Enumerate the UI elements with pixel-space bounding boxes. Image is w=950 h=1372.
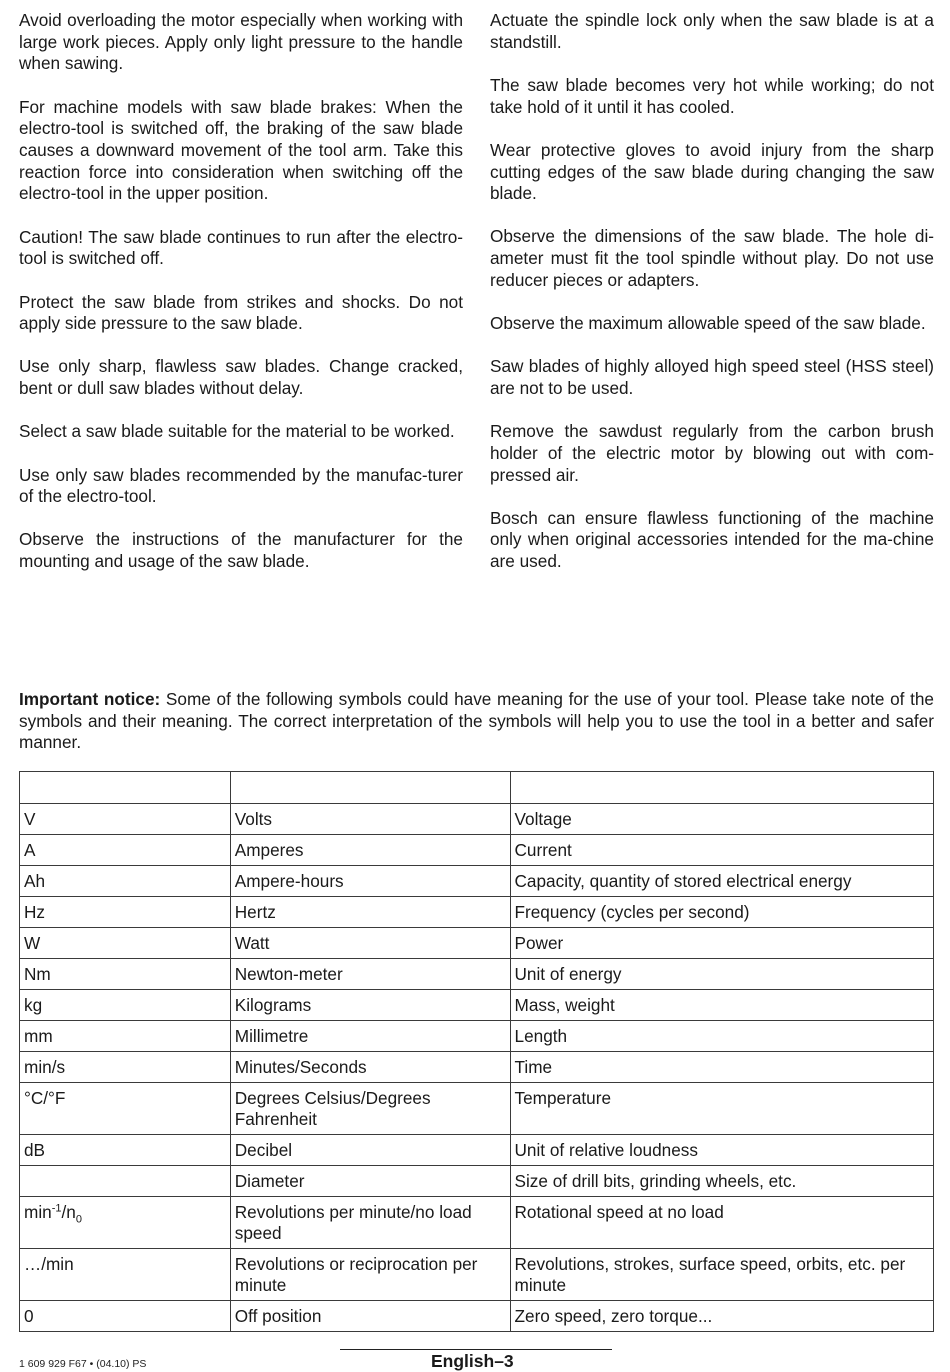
symbol-cell: Ah [20,866,231,897]
paragraph: Observe the dimensions of the saw blade. The hole di-ameter must fit the tool spindle without play. Do not use reducer pieces or adapters. [490,226,934,290]
paragraph: Wear protective gloves to avoid injury from the sharp cutting edges of the saw blade during changing the saw blade. [490,139,934,204]
name-cell: Diameter [230,1166,510,1197]
meaning-cell: Rotational speed at no load [510,1197,933,1249]
symbol-cell [20,1197,231,1249]
symbol-cell: …/min [20,1249,231,1301]
paragraph: Saw blades of highly alloyed high speed steel (HSS steel) are not to be used. [490,356,934,398]
meaning-cell: Current [510,835,933,866]
paragraph: Remove the sawdust regularly from the carbon brush holder of the electric motor by blowing out with com-pressed air. [490,421,934,485]
meaning-cell: Zero speed, zero torque... [510,1301,933,1332]
symbol-cell: °C/°F [20,1083,231,1135]
meaning-cell: Length [510,1021,933,1052]
name-cell: Ampere-hours [230,866,510,897]
symbols-table [19,771,934,1332]
name-cell: Off position [230,1301,510,1332]
paragraph: Caution! The saw blade continues to run after the electro-tool is switched off. [19,226,463,269]
rpm-symbol-base: min [24,1202,52,1222]
paragraph: Bosch can ensure flawless functioning of the machine only when original accessories intended for the ma-chine are used. [490,507,934,572]
paragraph: For machine models with saw blade brakes: When the electro-tool is switched off, the braking of the saw blade causes a downward movement of the tool arm. Take this reaction force into consideration when switching off the electro-tool in the upper position. [19,96,463,204]
meaning-cell: Capacity, quantity of stored electrical energy [510,866,933,897]
name-cell: Minutes/Seconds [230,1052,510,1083]
symbol-cell [20,1166,231,1197]
meaning-cell: Mass, weight [510,990,933,1021]
symbol-cell: W [20,928,231,959]
rpm-symbol-sub: 0 [75,1213,82,1226]
symbol-cell: Nm [20,959,231,990]
meaning-cell: Time [510,1052,933,1083]
paragraph: Protect the saw blade from strikes and shocks. Do not apply side pressure to the saw blade. [19,291,463,334]
table-row [20,1249,934,1301]
meaning-cell: Voltage [510,804,933,835]
meaning-cell: Power [510,928,933,959]
meaning-cell: Revolutions, strokes, surface speed, orbits, etc. per minute [510,1249,933,1301]
meaning-cell: Unit of relative loudness [510,1135,933,1166]
table-row [20,897,934,928]
notice-label: Important notice: [19,689,161,709]
table-row [20,866,934,897]
meaning-cell: Size of drill bits, grinding wheels, etc. [510,1166,933,1197]
name-cell: Amperes [230,835,510,866]
meaning-cell: Unit of energy [510,959,933,990]
table-row [20,804,934,835]
document-code: 1 609 929 F67 • (04.10) PS [19,1358,147,1370]
name-cell: Revolutions per minute/no load speed [230,1197,510,1249]
rpm-symbol-mid: /n [61,1202,76,1222]
name-cell: Volts [230,804,510,835]
symbol-cell: dB [20,1135,231,1166]
table-row [20,835,934,866]
meaning-cell: Frequency (cycles per second) [510,897,933,928]
name-cell: Revolutions or reciprocation per minute [230,1249,510,1301]
paragraph: The saw blade becomes very hot while working; do not take hold of it until it has cooled. [490,74,934,117]
notice-text: Some of the following symbols could have meaning for the use of your tool. Please take note of the symbols and their meaning. The correct interpretation of the symbols will help you to use the tool in a better and safer manner. [19,689,934,753]
two-column-text [19,10,934,594]
symbol-cell: mm [20,1021,231,1052]
left-column [19,10,463,594]
symbol-cell: kg [20,990,231,1021]
symbol-cell: 0 [20,1301,231,1332]
symbol-cell: V [20,804,231,835]
name-cell: Millimetre [230,1021,510,1052]
name-cell: Degrees Celsius/Degrees Fahrenheit [230,1083,510,1135]
paragraph: Observe the instructions of the manufacturer for the mounting and usage of the saw blade. [19,529,463,572]
page-number: English–3 [431,1351,514,1371]
symbol-cell: min/s [20,1052,231,1083]
meaning-cell: Temperature [510,1083,933,1135]
paragraph: Use only sharp, flawless saw blades. Change cracked, bent or dull saw blades without delay. [19,356,463,399]
paragraph: Actuate the spindle lock only when the saw blade is at a standstill. [490,10,934,52]
name-cell: Hertz [230,897,510,928]
name-cell: Watt [230,928,510,959]
table-row [20,1197,934,1249]
table-row [20,1083,934,1135]
paragraph: Observe the maximum allowable speed of the saw blade. [490,313,926,334]
table-row [20,959,934,990]
name-cell: Decibel [230,1135,510,1166]
table-row [20,1021,934,1052]
table-row [20,990,934,1021]
paragraph: Avoid overloading the motor especially when working with large work pieces. Apply only light pressure to the handle when sawing. [19,10,463,74]
name-cell: Newton-meter [230,959,510,990]
paragraph: Select a saw blade suitable for the material to be worked. [19,421,455,442]
table-row [20,928,934,959]
name-cell: Kilograms [230,990,510,1021]
right-column [490,10,934,594]
paragraph: Use only saw blades recommended by the manufac-turer of the electro-tool. [19,464,463,507]
header-cell-meaning [510,772,933,804]
rpm-symbol-sup: -1 [51,1202,62,1215]
table-row [20,1052,934,1083]
table-header-row [20,772,934,804]
important-notice [19,689,934,754]
symbol-cell: Hz [20,897,231,928]
table-row [20,1135,934,1166]
header-cell-symbol [20,772,231,804]
table-row [20,1166,934,1197]
table-row [20,1301,934,1332]
header-cell-name [230,772,510,804]
symbol-cell: A [20,835,231,866]
footer-divider [340,1349,612,1350]
